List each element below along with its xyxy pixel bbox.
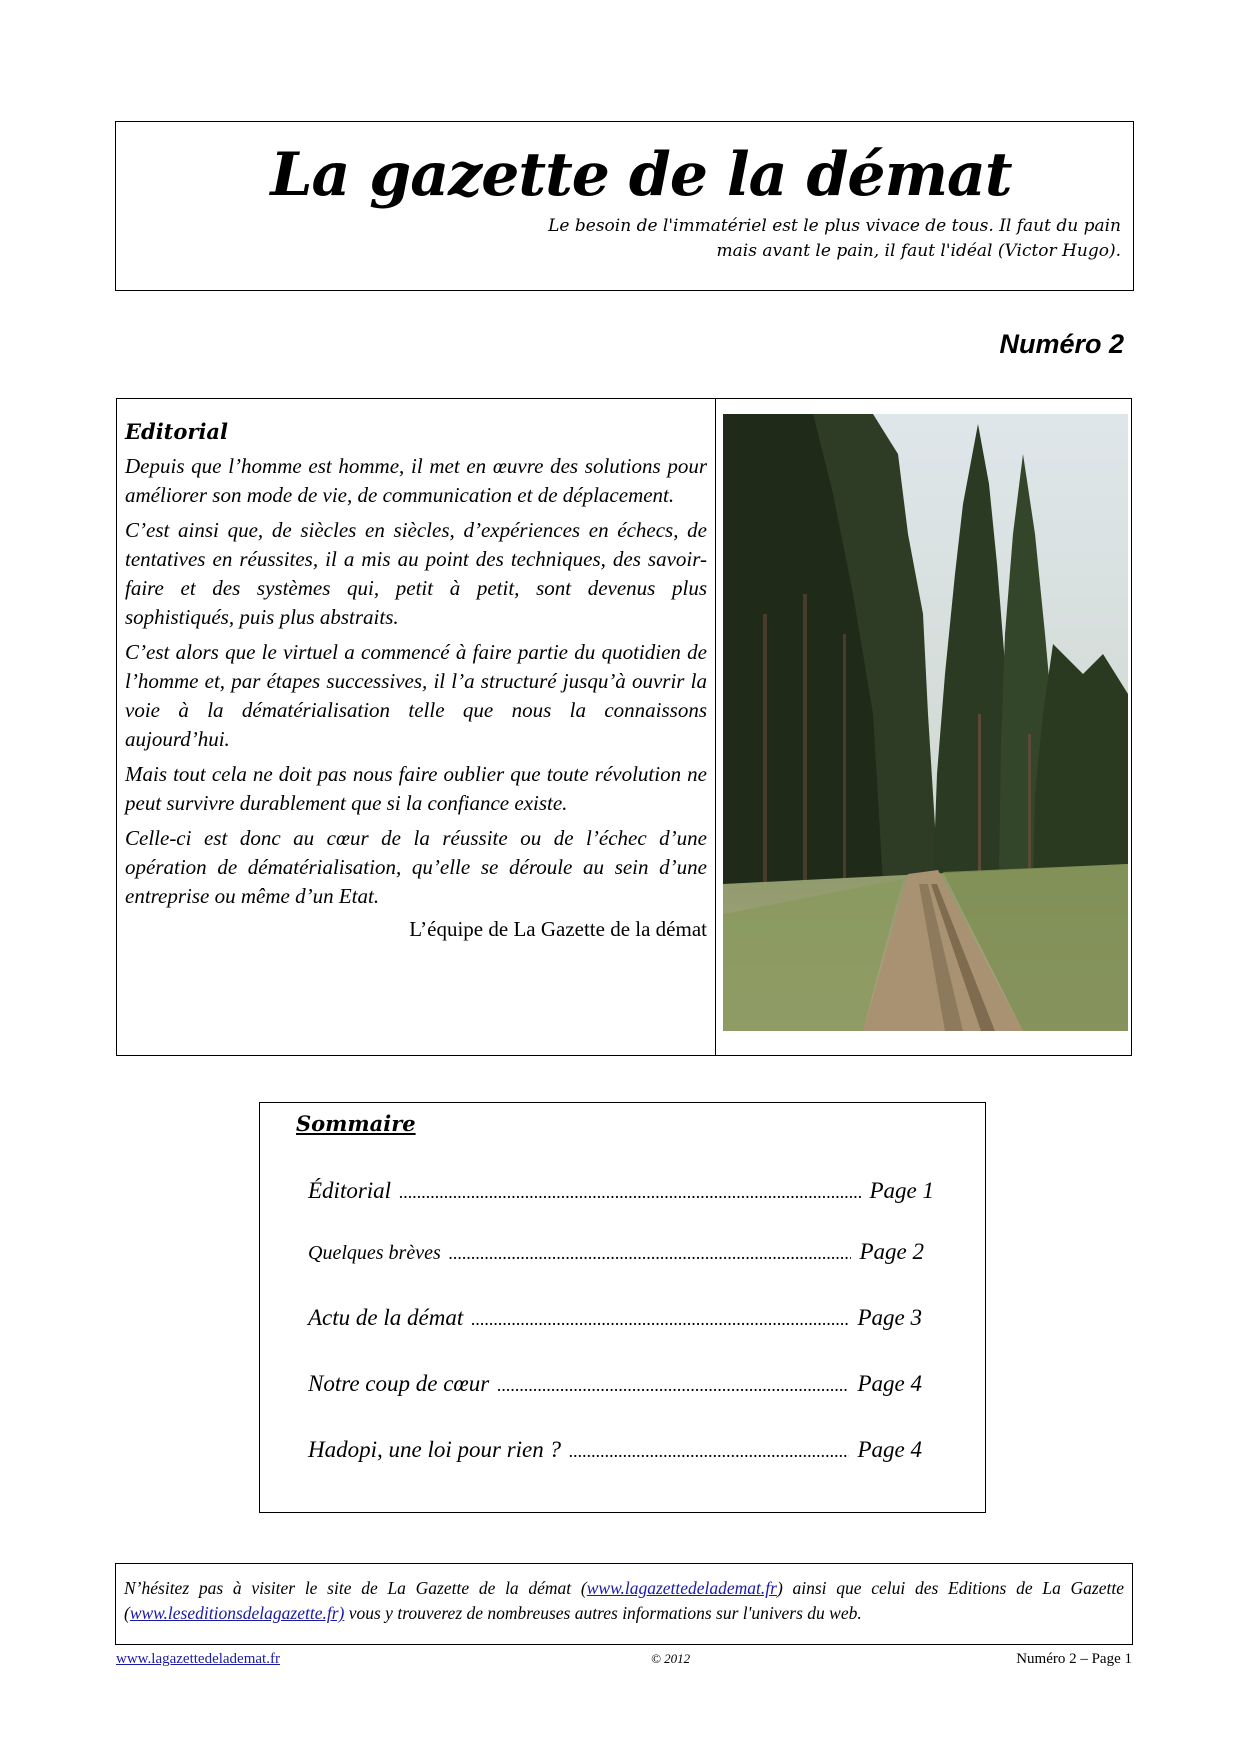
- editions-site-link[interactable]: www.leseditionsdelagazette.fr): [129, 1603, 345, 1623]
- editorial-paragraph: Mais tout cela ne doit pas nous faire oublier que toute révolution ne peut survivre durablement que si la confiance existe.: [125, 762, 707, 815]
- toc-item-label: Quelques brèves: [308, 1242, 441, 1264]
- quote-line-2: mais avant le pain, il faut l'idéal (Victor Hugo).: [716, 241, 1121, 261]
- toc-leader-dots: [497, 1375, 849, 1396]
- footer-site-link[interactable]: www.lagazettedelademat.fr: [116, 1651, 280, 1667]
- forest-photo-illustration: [723, 414, 1128, 1031]
- editorial-paragraph: Depuis que l’homme est homme, il met en œuvre des solutions pour améliorer son mode de vie, de communication et de déplacement.: [125, 454, 707, 507]
- table-of-contents: [259, 1102, 986, 1513]
- column-divider: [715, 399, 716, 1055]
- note-text: N’hésitez pas à visiter le site de La Gazette de la démat (: [124, 1578, 587, 1598]
- forest-road-photo: [723, 414, 1128, 1031]
- editorial-signature: L’équipe de La Gazette de la démat: [409, 917, 707, 941]
- editorial-section: [116, 398, 1132, 1056]
- masthead: [115, 121, 1134, 291]
- issue-number: Numéro 2: [999, 329, 1124, 359]
- toc-item[interactable]: [308, 1437, 922, 1463]
- toc-item-label: Actu de la démat: [308, 1305, 464, 1330]
- toc-item-page: Page 3: [857, 1305, 922, 1330]
- toc-leader-dots: [399, 1182, 861, 1203]
- masthead-quote: [481, 214, 1121, 264]
- toc-item-label: Hadopi, une loi pour rien ?: [308, 1437, 561, 1462]
- toc-item[interactable]: [308, 1305, 922, 1331]
- editorial-paragraph: Celle-ci est donc au cœur de la réussite ou de l’échec d’une opération de dématérialisation, qu’elle se déroule au sein d’une entreprise ou même d’un Etat.: [125, 826, 707, 908]
- footer-copyright: © 2012: [651, 1651, 691, 1666]
- toc-item[interactable]: [308, 1371, 922, 1397]
- toc-leader-dots: [471, 1309, 849, 1330]
- quote-line-1: Le besoin de l'immatériel est le plus vivace de tous. Il faut du pain: [548, 216, 1121, 236]
- toc-item-page: Page 2: [859, 1239, 924, 1264]
- gazette-site-link[interactable]: www.lagazettedelademat.fr: [586, 1578, 777, 1598]
- footer-page-number: Numéro 2 – Page 1: [1016, 1651, 1132, 1667]
- toc-item-page: Page 1: [869, 1178, 934, 1203]
- toc-item-label: Notre coup de cœur: [308, 1371, 490, 1396]
- editorial-heading: Editorial: [125, 419, 229, 444]
- toc-item-label: Éditorial: [308, 1178, 392, 1203]
- toc-item-page: Page 4: [857, 1437, 922, 1462]
- toc-item[interactable]: [308, 1178, 934, 1204]
- page-footer: [116, 1651, 1132, 1673]
- editorial-text: [125, 419, 707, 942]
- toc-item-page: Page 4: [857, 1371, 922, 1396]
- editorial-paragraph: C’est alors que le virtuel a commencé à faire partie du quotidien de l’homme et, par étapes successives, il l’a structuré jusqu’à ouvrir la voie à la dématérialisation telle que nous la connaissons aujourd’hui.: [125, 640, 707, 751]
- editorial-paragraph: C’est ainsi que, de siècles en siècles, d’expériences en échecs, de tentatives en réussites, il a mis au point des techniques, des savoir-faire et des systèmes qui, petit à petit, sont devenus plus sophistiqués, puis plus abstraits.: [125, 518, 707, 629]
- note-text: ) ainsi que celui des Editions de La Gazette (: [124, 1578, 1124, 1623]
- website-note: [115, 1563, 1133, 1645]
- toc-heading: Sommaire: [296, 1111, 416, 1136]
- toc-item[interactable]: [308, 1239, 924, 1265]
- newsletter-title: La gazette de la démat: [270, 140, 1012, 210]
- note-text: vous y trouverez de nombreuses autres informations sur l'univers du web.: [344, 1603, 862, 1623]
- toc-leader-dots: [569, 1441, 849, 1462]
- toc-leader-dots: [449, 1243, 852, 1264]
